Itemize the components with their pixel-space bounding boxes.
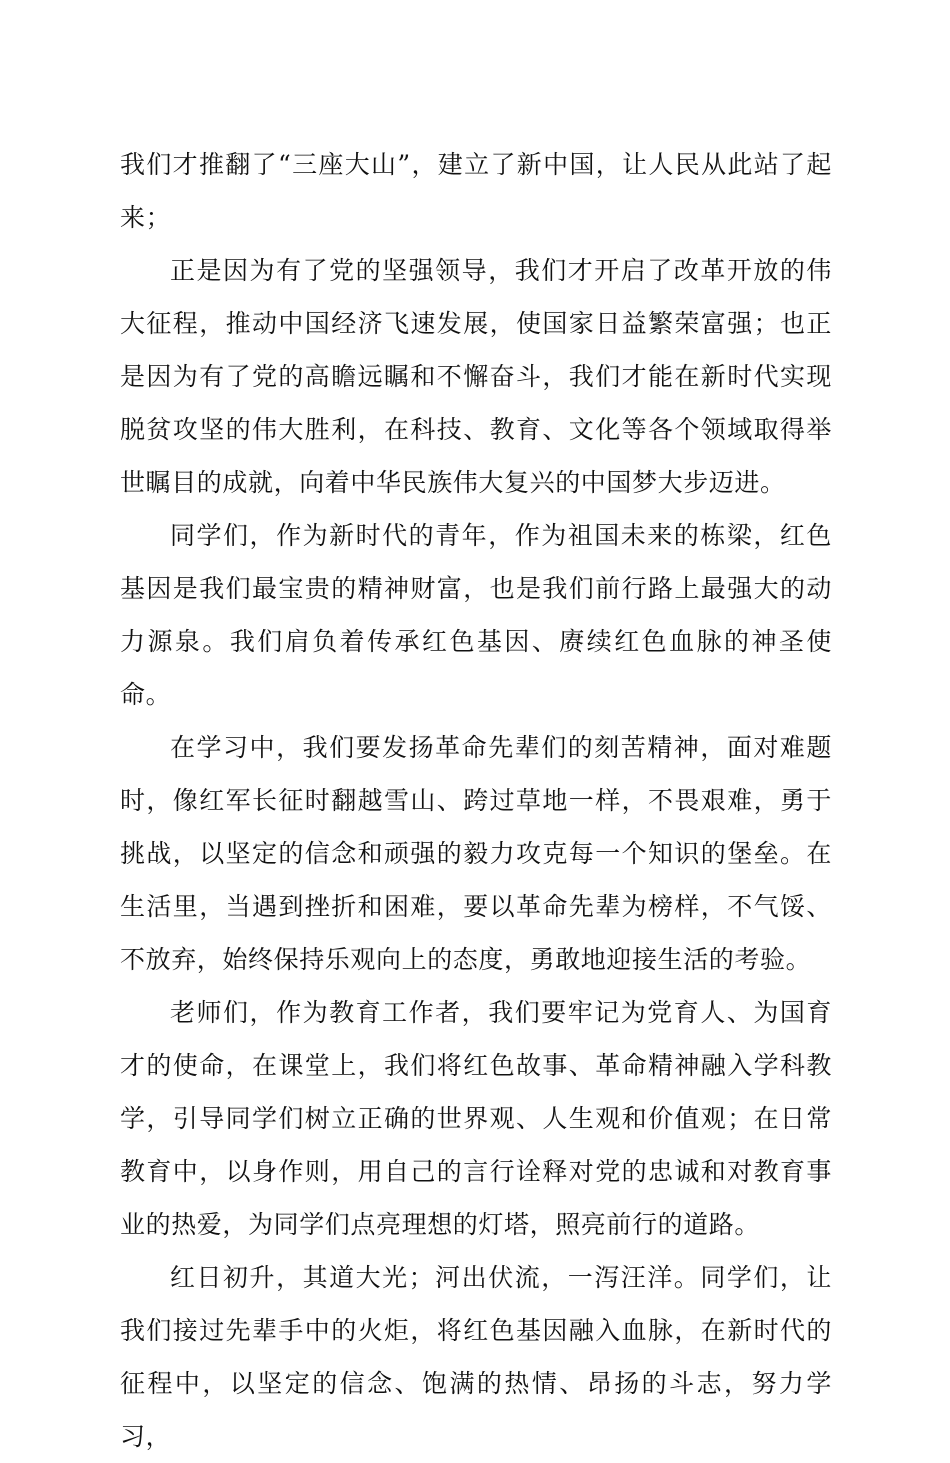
paragraph-3: 同学们，作为新时代的青年，作为祖国未来的栋梁，红色基因是我们最宝贵的精神财富，也是我们前行路上最强大的动力源泉。我们肩负着传承红色基因、赓续红色血脉的神圣使命。 — [120, 521, 832, 709]
paragraph-6: 红日初升，其道大光；河出伏流，一泻汪洋。同学们，让我们接过先辈手中的火炬，将红色基因融入血脉，在新时代的征程中，以坚定的信念、饱满的热情、昂扬的斗志，努力学习， — [120, 1263, 832, 1451]
paragraph-2: 正是因为有了党的坚强领导，我们才开启了改革开放的伟大征程，推动中国经济飞速发展，使国家日益繁荣富强；也正是因为有了党的高瞻远瞩和不懈奋斗，我们才能在新时代实现脱贫攻坚的伟大胜利，在科技、教育、文化等各个领域取得举世瞩目的成就，向着中华民族伟大复兴的中国梦大步迈进。 — [120, 256, 832, 497]
paragraph-4: 在学习中，我们要发扬革命先辈们的刻苦精神，面对难题时，像红军长征时翻越雪山、跨过草地一样，不畏艰难，勇于挑战，以坚定的信念和顽强的毅力攻克每一个知识的堡垒。在生活里，当遇到挫折和困难，要以革命先辈为榜样，不气馁、不放弃，始终保持乐观向上的态度，勇敢地迎接生活的考验。 — [120, 733, 832, 974]
paragraph-1: 我们才推翻了“三座大山”，建立了新中国，让人民从此站了起来； — [120, 150, 832, 232]
paragraph-5: 老师们，作为教育工作者，我们要牢记为党育人、为国育才的使命，在课堂上，我们将红色故事、革命精神融入学科教学，引导同学们树立正确的世界观、人生观和价值观；在日常教育中，以身作则，用自己的言行诠释对党的忠诚和对教育事业的热爱，为同学们点亮理想的灯塔，照亮前行的道路。 — [120, 998, 832, 1239]
speech-body — [120, 138, 832, 1463]
